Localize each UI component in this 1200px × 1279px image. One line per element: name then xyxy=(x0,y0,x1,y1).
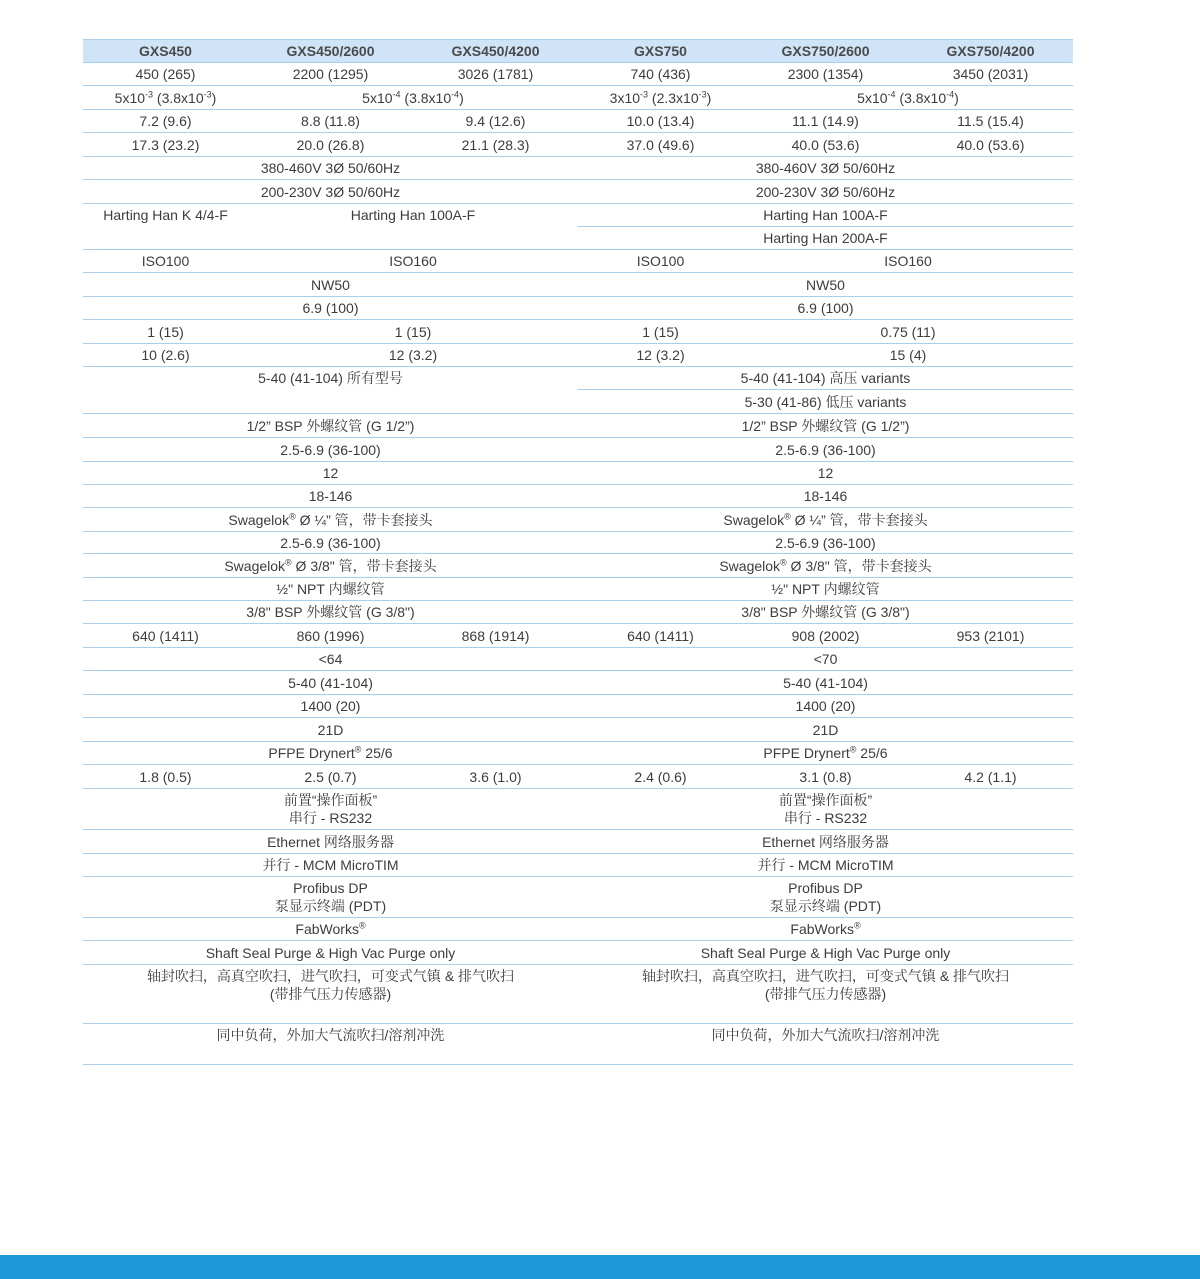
table-cell: 2.5-6.9 (36-100) xyxy=(775,441,876,458)
table-cell: 3450 (2031) xyxy=(952,66,1029,82)
table-cell: 12 (3.2) xyxy=(388,347,438,363)
table-cell: 1.8 (0.5) xyxy=(139,768,192,785)
table-row xyxy=(83,695,1073,718)
table-cell: ½" NPT 内螺纹管 xyxy=(771,581,880,597)
table-cell: 20.0 (26.8) xyxy=(296,136,365,153)
table-cell xyxy=(83,789,578,829)
table-cell: 1400 (20) xyxy=(300,698,361,714)
table-cell: 5-40 (41-104) xyxy=(783,674,868,691)
cell-line: 轴封吹扫，高真空吹扫，进气吹扫，可变式气镇 & 排气吹扫 xyxy=(146,968,515,984)
cell-line: 串行 - RS232 xyxy=(783,810,868,826)
table-cell: 17.3 (23.2) xyxy=(131,136,200,153)
table-row xyxy=(83,344,1073,367)
table-cell: 380-460V 3Ø 50/60Hz xyxy=(755,160,896,176)
table-cell: 640 (1411) xyxy=(627,627,694,644)
table-cell: 12 xyxy=(817,465,834,481)
table-cell xyxy=(578,877,1073,917)
table-cell xyxy=(578,965,1073,1023)
table-cell xyxy=(578,86,743,109)
cell-text: Swagelok® Ø 3/8" 管，带卡套接头 xyxy=(719,556,932,574)
table-cell: 200-230V 3Ø 50/60Hz xyxy=(755,183,896,200)
table-cell: ISO160 xyxy=(389,253,437,269)
table-cell: 同中负荷，外加大气流吹扫/溶剂冲洗 xyxy=(216,1027,445,1043)
table-row xyxy=(83,601,1073,624)
table-cell: 40.0 (53.6) xyxy=(956,136,1025,153)
cell-line: 泵显示终端 (PDT) xyxy=(769,898,882,914)
table-cell: 380-460V 3Ø 50/60Hz xyxy=(260,160,401,176)
table-cell xyxy=(248,86,578,109)
cell-text: Swagelok® Ø ¼” 管，带卡套接头 xyxy=(723,510,928,528)
col-header-gxs750: GXS750 xyxy=(634,43,687,59)
table-row xyxy=(83,438,1073,462)
footer-color-bar xyxy=(0,1255,1200,1279)
table-cell: 1 (15) xyxy=(147,323,184,340)
table-cell: 3/8" BSP 外螺纹管 (G 3/8") xyxy=(246,604,415,620)
cell-text: FabWorks® xyxy=(790,920,861,937)
table-row xyxy=(83,367,1073,414)
table-cell: 5-30 (41-86) 低压 variants xyxy=(744,393,907,410)
table-cell: 0.75 (11) xyxy=(880,323,936,340)
table-cell: 5-40 (41-104) 高压 variants xyxy=(740,370,911,386)
table-cell: 3026 (1781) xyxy=(457,66,534,82)
table-row xyxy=(83,941,1073,965)
col-header-gxs750-2600: GXS750/2600 xyxy=(781,43,870,59)
table-cell: 8.8 (11.8) xyxy=(301,113,360,129)
table-row xyxy=(83,1024,1073,1065)
table-cell: NW50 xyxy=(806,276,845,293)
table-cell: Harting Han 100A-F xyxy=(350,207,476,223)
table-cell: 1 (15) xyxy=(642,323,679,340)
table-cell: 37.0 (49.6) xyxy=(626,136,695,153)
cell-line: 串行 - RS232 xyxy=(288,810,373,826)
table-cell: 并行 - MCM MicroTIM xyxy=(757,857,894,873)
table-cell: 10.0 (13.4) xyxy=(626,113,695,129)
table-row xyxy=(83,63,1073,86)
table-cell xyxy=(83,554,578,577)
table-row xyxy=(83,648,1073,671)
table-row xyxy=(83,578,1073,601)
table-row xyxy=(83,273,1073,297)
table-cell: 6.9 (100) xyxy=(797,300,854,316)
table-row xyxy=(83,918,1073,941)
table-cell: 18-146 xyxy=(803,488,848,504)
table-subrow xyxy=(578,204,1073,227)
table-row xyxy=(83,718,1073,742)
table-cell: 12 (3.2) xyxy=(636,347,685,363)
table-cell: ISO100 xyxy=(636,253,685,269)
table-cell: 908 (2002) xyxy=(791,627,860,644)
cell-text: $3x10^{-3}$ $(2.3x10^{-3})$ xyxy=(609,88,712,106)
table-cell: 953 (2101) xyxy=(956,627,1025,644)
table-row xyxy=(83,485,1073,508)
table-cell: 11.5 (15.4) xyxy=(957,113,1024,129)
col-header-gxs450: GXS450 xyxy=(139,43,192,59)
table-row xyxy=(83,624,1073,648)
cell-text: PFPE Drynert® 25/6 xyxy=(763,744,888,761)
table-row xyxy=(83,671,1073,695)
table-cell: ISO100 xyxy=(141,253,190,269)
cell-text: $5x10^{-4}$ $(3.8x10^{-4})$ xyxy=(857,88,959,106)
cell-line: (带排气压力传感器) xyxy=(764,986,887,1002)
cell-line: Profibus DP xyxy=(293,880,368,896)
table-row xyxy=(83,297,1073,320)
table-row xyxy=(83,110,1073,133)
table-cell: 同中负荷，外加大气流吹扫/溶剂冲洗 xyxy=(711,1027,940,1043)
table-cell: 10 (2.6) xyxy=(141,347,190,363)
table-cell: 2300 (1354) xyxy=(787,66,864,82)
table-cell: NW50 xyxy=(311,276,350,293)
table-cell: Harting Han K 4/4-F xyxy=(103,207,228,223)
table-row xyxy=(83,204,1073,250)
cell-line: 轴封吹扫，高真空吹扫，进气吹扫，可变式气镇 & 排气吹扫 xyxy=(641,968,1010,984)
table-cell: 21D xyxy=(812,721,839,738)
table-cell xyxy=(743,86,1073,109)
col-header-gxs450-2600: GXS450/2600 xyxy=(286,43,375,59)
table-cell: 1/2” BSP 外螺纹管 (G 1/2”) xyxy=(246,417,415,434)
cell-text: $5x10^{-3}$ $(3.8x10^{-3})$ xyxy=(114,88,217,106)
table-row xyxy=(83,462,1073,485)
table-cell: 18-146 xyxy=(308,488,353,504)
table-cell: Ethernet 网络服务器 xyxy=(762,833,889,850)
cell-text: Swagelok® Ø ¼” 管，带卡套接头 xyxy=(228,510,433,528)
table-cell xyxy=(83,877,578,917)
table-cell: 21D xyxy=(317,721,344,738)
table-cell: 2.5-6.9 (36-100) xyxy=(775,534,876,551)
cell-text: PFPE Drynert® 25/6 xyxy=(268,744,393,761)
table-cell: 1/2” BSP 外螺纹管 (G 1/2”) xyxy=(741,417,910,434)
table-cell: Harting Han 100A-F xyxy=(763,207,888,223)
table-row xyxy=(83,414,1073,438)
table-cell: ISO160 xyxy=(884,253,932,269)
table-row xyxy=(83,133,1073,157)
table-cell: 5-40 (41-104) xyxy=(288,674,373,691)
table-row xyxy=(83,830,1073,854)
table-cell: Shaft Seal Purge & High Vac Purge only xyxy=(700,944,951,961)
table-row xyxy=(83,854,1073,877)
table-cell: 450 (265) xyxy=(135,66,196,82)
col-header-gxs750-4200: GXS750/4200 xyxy=(946,43,1035,59)
table-cell: 并行 - MCM MicroTIM xyxy=(262,857,399,873)
cell-text: FabWorks® xyxy=(295,920,366,937)
cell-text: Swagelok® Ø 3/8" 管，带卡套接头 xyxy=(224,556,437,574)
table-cell xyxy=(83,965,578,1023)
table-cell: 200-230V 3Ø 50/60Hz xyxy=(260,183,401,200)
table-cell: ½" NPT 内螺纹管 xyxy=(276,581,385,597)
table-cell: 15 (4) xyxy=(889,347,927,363)
table-cell: 2.5-6.9 (36-100) xyxy=(280,534,381,551)
table-cell: 640 (1411) xyxy=(132,627,199,644)
table-cell: 3.6 (1.0) xyxy=(469,768,522,785)
table-cell: 40.0 (53.6) xyxy=(791,136,860,153)
table-cell xyxy=(83,86,248,109)
table-row xyxy=(83,965,1073,1024)
table-cell: 740 (436) xyxy=(630,66,691,82)
table-cell xyxy=(578,554,1073,577)
table-row xyxy=(83,532,1073,554)
table-row xyxy=(83,180,1073,204)
table-cell xyxy=(83,918,578,940)
table-row xyxy=(83,765,1073,789)
cell-line: (带排气压力传感器) xyxy=(269,986,392,1002)
table-cell: 868 (1914) xyxy=(461,627,530,644)
table-cell: 21.1 (28.3) xyxy=(461,136,530,153)
table-cell: 2.4 (0.6) xyxy=(634,768,687,785)
table-row xyxy=(83,742,1073,765)
table-cell xyxy=(83,742,578,764)
cell-line: 泵显示终端 (PDT) xyxy=(274,898,387,914)
table-header-row xyxy=(83,39,1073,63)
table-cell xyxy=(83,508,578,531)
table-cell: 4.2 (1.1) xyxy=(964,768,1017,785)
table-row xyxy=(83,320,1073,344)
table-cell: Harting Han 200A-F xyxy=(763,230,888,246)
table-row xyxy=(83,508,1073,532)
table-cell xyxy=(578,789,1073,829)
table-cell: 3.1 (0.8) xyxy=(799,768,852,785)
table-row xyxy=(83,877,1073,918)
table-row xyxy=(83,157,1073,180)
table-cell: 5-40 (41-104) 所有型号 xyxy=(258,370,403,386)
table-cell xyxy=(578,742,1073,764)
table-cell: 2.5 (0.7) xyxy=(304,768,357,785)
table-cell: Shaft Seal Purge & High Vac Purge only xyxy=(205,944,456,961)
table-cell: 3/8" BSP 外螺纹管 (G 3/8") xyxy=(741,604,910,620)
table-cell xyxy=(578,508,1073,531)
table-cell: 1400 (20) xyxy=(795,698,856,714)
table-cell: 6.9 (100) xyxy=(302,300,359,316)
cell-line: Profibus DP xyxy=(788,880,863,896)
table-cell: <70 xyxy=(813,651,838,667)
spec-table xyxy=(83,39,1073,1065)
table-cell: 2.5-6.9 (36-100) xyxy=(280,441,381,458)
col-header-gxs450-4200: GXS450/4200 xyxy=(451,43,540,59)
table-cell: 9.4 (12.6) xyxy=(465,113,526,129)
cell-line: 前置“操作面板” xyxy=(283,792,378,808)
table-cell: 12 xyxy=(322,465,339,481)
table-row xyxy=(83,86,1073,110)
table-row xyxy=(83,789,1073,830)
table-row xyxy=(83,554,1073,578)
table-cell: 1 (15) xyxy=(394,323,432,340)
table-row xyxy=(83,250,1073,273)
table-cell: 7.2 (9.6) xyxy=(139,113,192,129)
table-cell: Ethernet 网络服务器 xyxy=(267,833,394,850)
table-cell: 860 (1996) xyxy=(296,627,365,644)
table-cell xyxy=(578,918,1073,940)
table-cell: 11.1 (14.9) xyxy=(792,113,859,129)
cell-text: $5x10^{-4}$ $(3.8x10^{-4})$ xyxy=(362,88,464,106)
table-cell: <64 xyxy=(318,651,343,667)
table-subrow xyxy=(578,367,1073,390)
table-cell: 2200 (1295) xyxy=(292,66,369,82)
cell-line: 前置“操作面板” xyxy=(778,792,873,808)
